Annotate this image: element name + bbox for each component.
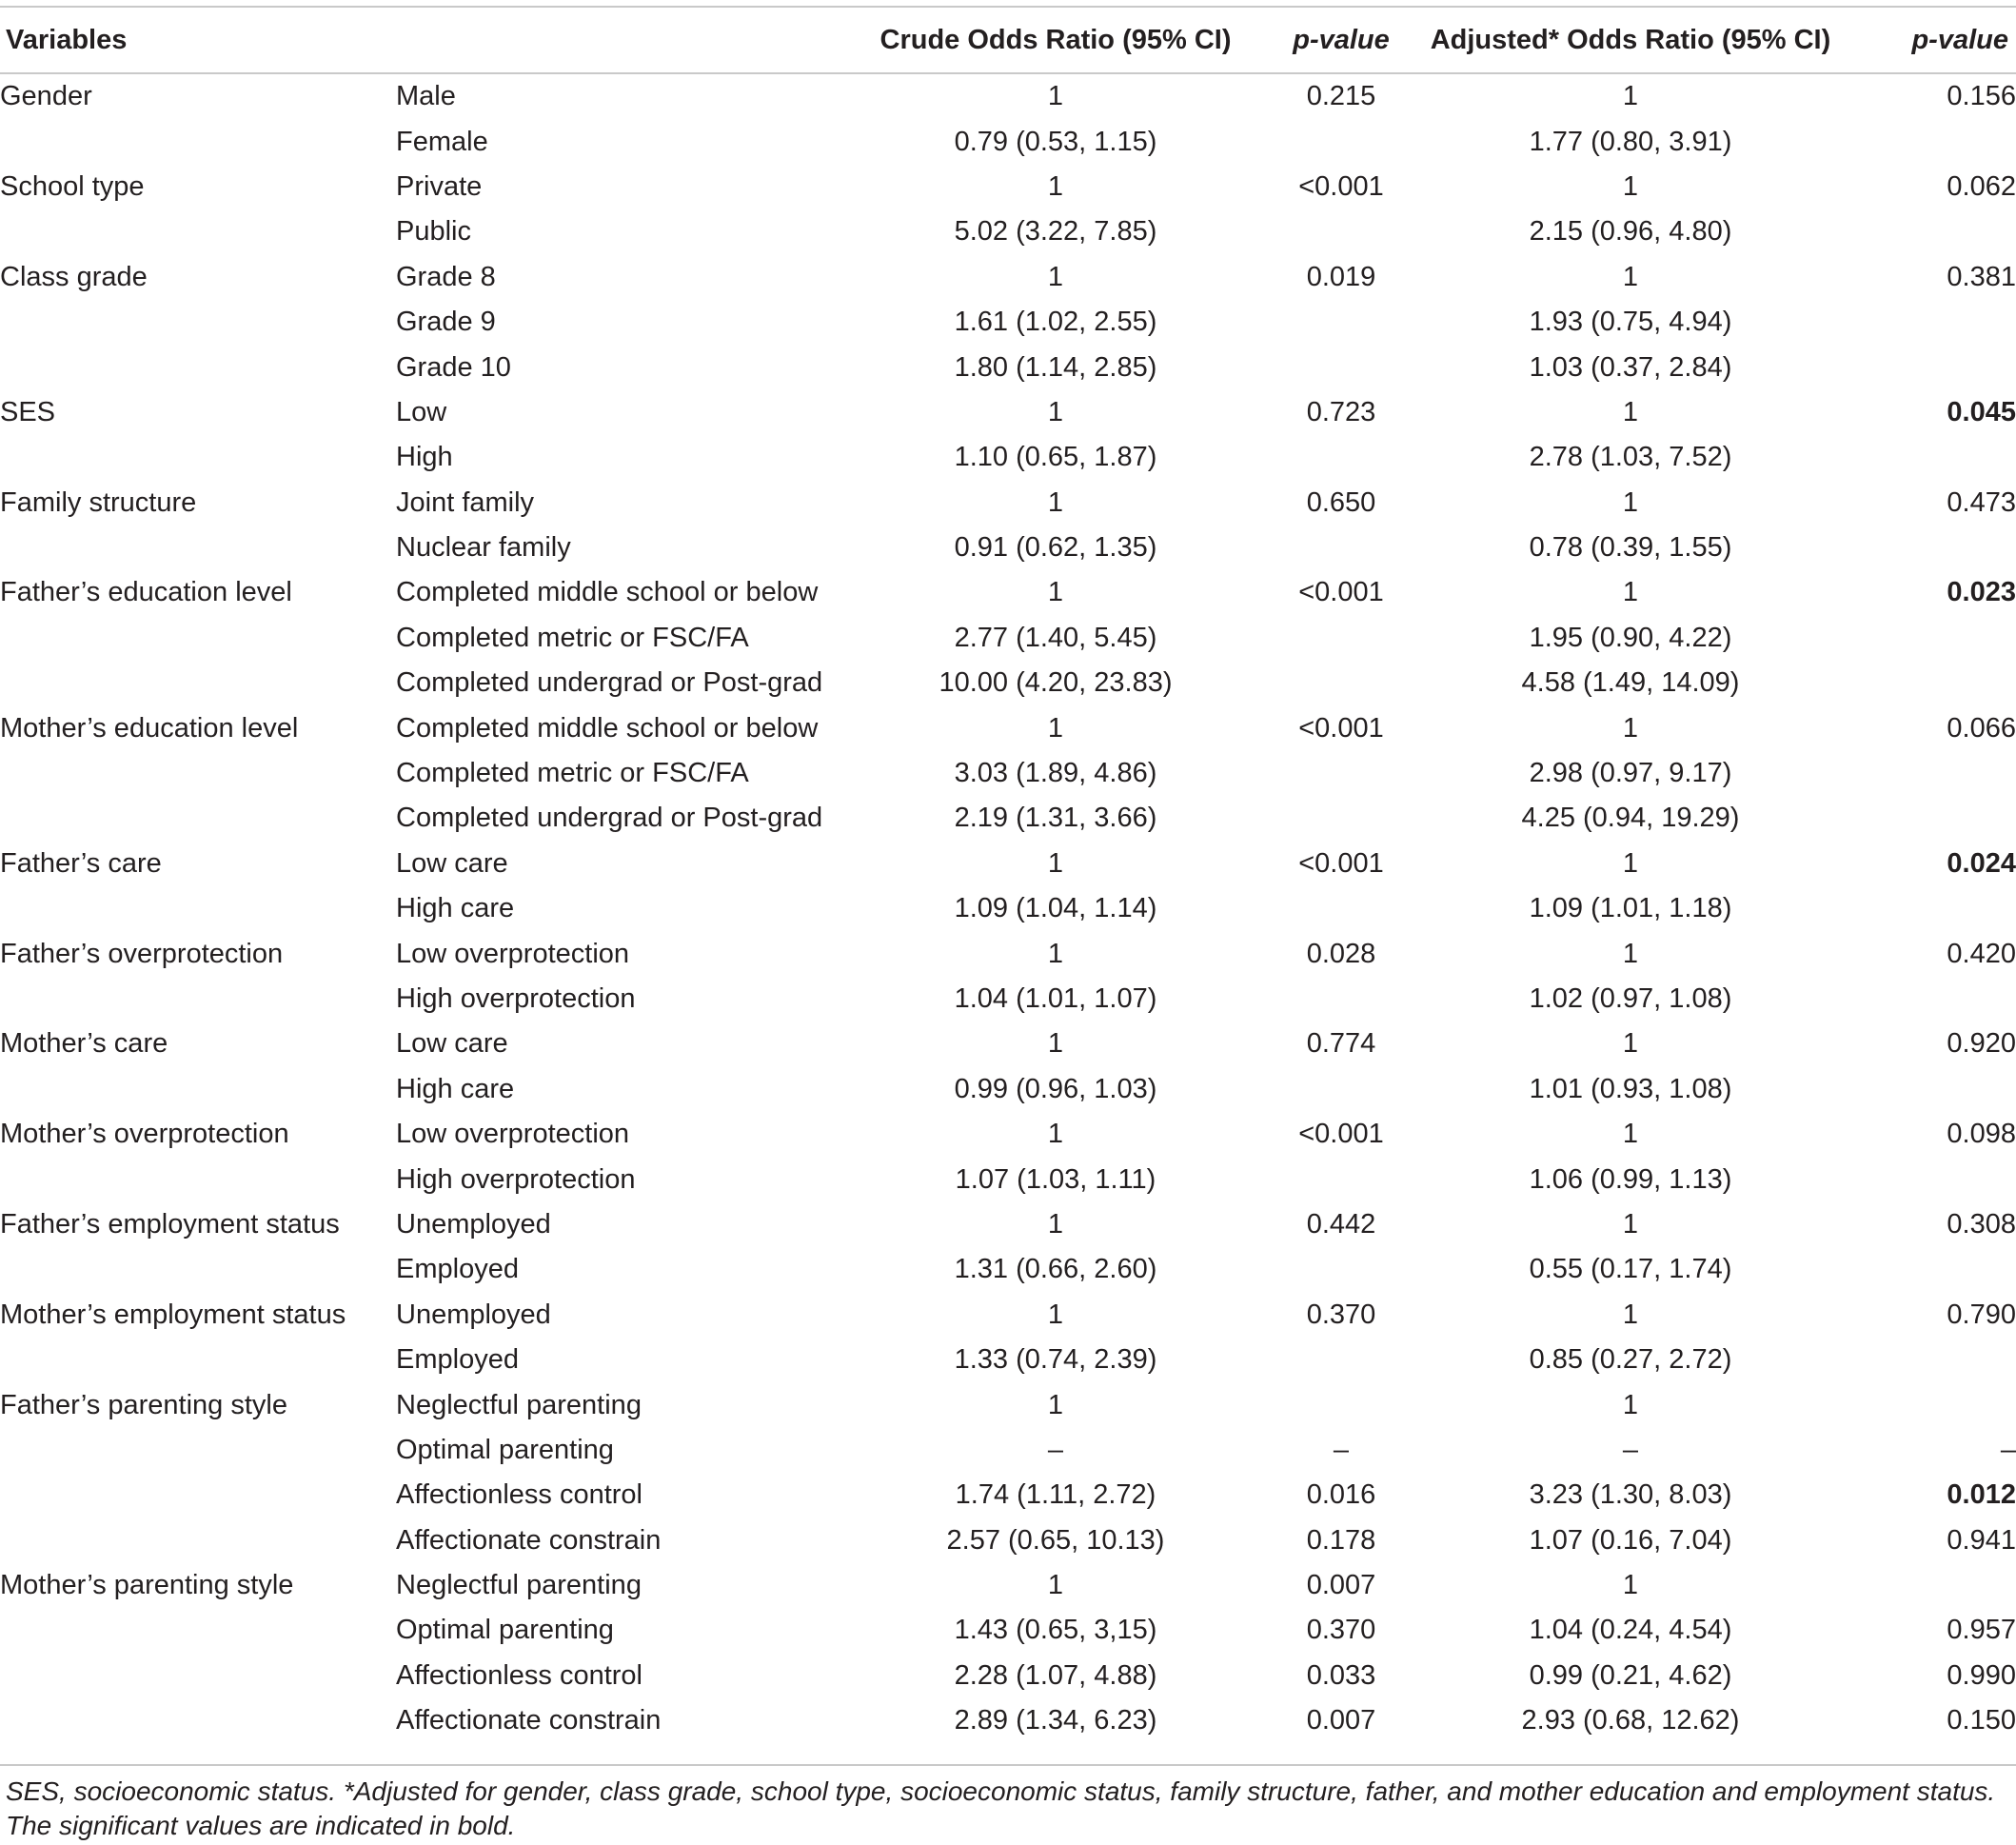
cell-category: Affectionless control bbox=[396, 1659, 642, 1691]
cell-adjusted-odds-ratio: 1.93 (0.75, 4.94) bbox=[1529, 307, 1732, 338]
table-row bbox=[0, 1157, 2016, 1201]
table-row bbox=[0, 1247, 2016, 1292]
cell-variable: Gender bbox=[0, 81, 92, 112]
table-row bbox=[0, 977, 2016, 1022]
cell-variable bbox=[0, 1654, 396, 1698]
cell-adjusted-p-value: 0.062 bbox=[1947, 170, 2016, 202]
cell-crude-p-value: <0.001 bbox=[1298, 1119, 1384, 1150]
cell-adjusted-odds-ratio: 0.99 (0.21, 4.62) bbox=[1529, 1659, 1732, 1691]
cell-crude-odds-ratio: 0.91 (0.62, 1.35) bbox=[954, 532, 1157, 564]
cell-category: Affectionate constrain bbox=[396, 1524, 662, 1556]
cell-variable bbox=[0, 1518, 396, 1563]
cell-adjusted-odds-ratio: 1 bbox=[1622, 486, 1639, 518]
cell-adjusted-p-value: 0.790 bbox=[1947, 1299, 2016, 1330]
cell-crude-p-value bbox=[1268, 616, 1414, 661]
cell-crude-p-value bbox=[1268, 209, 1414, 254]
header-category bbox=[396, 8, 843, 72]
cell-adjusted-p-value bbox=[1847, 345, 2016, 389]
cell-crude-p-value bbox=[1268, 977, 1414, 1022]
cell-crude-p-value: 0.016 bbox=[1306, 1479, 1376, 1511]
cell-crude-odds-ratio: 1.04 (1.01, 1.07) bbox=[954, 983, 1157, 1014]
cell-crude-p-value: – bbox=[1333, 1434, 1350, 1465]
cell-crude-p-value: 0.442 bbox=[1306, 1208, 1376, 1240]
cell-crude-odds-ratio: 1.10 (0.65, 1.87) bbox=[954, 442, 1157, 473]
cell-variable: Father’s overprotection bbox=[0, 938, 284, 969]
cell-crude-p-value: <0.001 bbox=[1298, 577, 1384, 608]
cell-category: Optimal parenting bbox=[396, 1434, 614, 1465]
table-row bbox=[0, 1428, 2016, 1473]
cell-category: Employed bbox=[396, 1344, 519, 1376]
cell-crude-odds-ratio: 1 bbox=[1047, 938, 1064, 969]
cell-adjusted-p-value: 0.420 bbox=[1947, 938, 2016, 969]
cell-adjusted-odds-ratio: 2.78 (1.03, 7.52) bbox=[1529, 442, 1732, 473]
cell-category: High care bbox=[396, 1073, 515, 1104]
cell-adjusted-odds-ratio: 1 bbox=[1622, 1570, 1639, 1601]
cell-category: Low care bbox=[396, 847, 508, 879]
cell-crude-p-value bbox=[1268, 1157, 1414, 1201]
cell-adjusted-odds-ratio: 1.03 (0.37, 2.84) bbox=[1529, 351, 1732, 383]
header-crude-p-value: p-value bbox=[1293, 24, 1390, 55]
cell-crude-p-value: <0.001 bbox=[1298, 712, 1384, 744]
cell-adjusted-odds-ratio: 1.04 (0.24, 4.54) bbox=[1529, 1615, 1732, 1646]
cell-variable bbox=[0, 1428, 396, 1473]
cell-crude-odds-ratio: 1 bbox=[1047, 396, 1064, 427]
cell-category: Female bbox=[396, 126, 488, 157]
cell-adjusted-p-value bbox=[1847, 616, 2016, 661]
cell-adjusted-odds-ratio: 1 bbox=[1622, 1208, 1639, 1240]
cell-category: Neglectful parenting bbox=[396, 1389, 642, 1420]
cell-variable: Class grade bbox=[0, 261, 148, 292]
cell-adjusted-p-value bbox=[1847, 1247, 2016, 1292]
cell-category: Grade 10 bbox=[396, 351, 511, 383]
table-row bbox=[0, 209, 2016, 254]
cell-adjusted-odds-ratio: 1 bbox=[1622, 938, 1639, 969]
cell-adjusted-p-value: 0.381 bbox=[1947, 261, 2016, 292]
cell-crude-odds-ratio: 1.31 (0.66, 2.60) bbox=[954, 1254, 1157, 1285]
cell-adjusted-odds-ratio: 1.09 (1.01, 1.18) bbox=[1529, 893, 1732, 924]
cell-crude-odds-ratio: 5.02 (3.22, 7.85) bbox=[954, 216, 1157, 248]
cell-adjusted-p-value: 0.023 bbox=[1947, 577, 2016, 608]
cell-category: Unemployed bbox=[396, 1208, 551, 1240]
cell-crude-odds-ratio: 2.57 (0.65, 10.13) bbox=[946, 1524, 1165, 1556]
table-row bbox=[0, 1382, 2016, 1427]
cell-crude-p-value: 0.370 bbox=[1306, 1615, 1376, 1646]
cell-crude-odds-ratio: 1 bbox=[1047, 1570, 1064, 1601]
cell-adjusted-odds-ratio: 1 bbox=[1622, 1299, 1639, 1330]
cell-crude-odds-ratio: 1 bbox=[1047, 486, 1064, 518]
cell-adjusted-odds-ratio: 1 bbox=[1622, 712, 1639, 744]
cell-adjusted-odds-ratio: 1 bbox=[1622, 847, 1639, 879]
cell-adjusted-p-value bbox=[1847, 435, 2016, 480]
cell-variable bbox=[0, 661, 396, 705]
cell-crude-p-value: 0.723 bbox=[1306, 396, 1376, 427]
cell-crude-p-value: 0.019 bbox=[1306, 261, 1376, 292]
cell-adjusted-odds-ratio: 1 bbox=[1622, 81, 1639, 112]
cell-crude-p-value bbox=[1268, 345, 1414, 389]
cell-variable bbox=[0, 1157, 396, 1201]
header-adjusted-p-value: p-value bbox=[1911, 24, 2008, 55]
cell-adjusted-p-value bbox=[1847, 1157, 2016, 1201]
cell-adjusted-p-value: 0.098 bbox=[1947, 1119, 2016, 1150]
odds-ratio-table bbox=[0, 8, 2016, 1743]
cell-adjusted-odds-ratio: – bbox=[1622, 1434, 1639, 1465]
cell-category: High overprotection bbox=[396, 1163, 636, 1195]
cell-adjusted-odds-ratio: 1.02 (0.97, 1.08) bbox=[1529, 983, 1732, 1014]
cell-adjusted-odds-ratio: 4.58 (1.49, 14.09) bbox=[1521, 667, 1740, 699]
table-row bbox=[0, 1698, 2016, 1743]
cell-crude-odds-ratio: 1 bbox=[1047, 577, 1064, 608]
cell-variable: School type bbox=[0, 170, 145, 202]
cell-crude-odds-ratio: 1.61 (1.02, 2.55) bbox=[954, 307, 1157, 338]
cell-crude-p-value bbox=[1268, 119, 1414, 164]
cell-crude-p-value: 0.028 bbox=[1306, 938, 1376, 969]
cell-variable bbox=[0, 209, 396, 254]
cell-category: Completed metric or FSC/FA bbox=[396, 758, 749, 789]
cell-variable: SES bbox=[0, 396, 56, 427]
cell-adjusted-odds-ratio: 1 bbox=[1622, 1028, 1639, 1060]
cell-variable bbox=[0, 796, 396, 841]
cell-adjusted-odds-ratio: 1 bbox=[1622, 577, 1639, 608]
cell-crude-p-value bbox=[1268, 751, 1414, 796]
table-row bbox=[0, 1518, 2016, 1563]
cell-adjusted-odds-ratio: 1.95 (0.90, 4.22) bbox=[1529, 622, 1732, 653]
cell-variable: Father’s parenting style bbox=[0, 1389, 287, 1420]
table-row bbox=[0, 300, 2016, 345]
table-row bbox=[0, 1608, 2016, 1653]
cell-crude-odds-ratio: 1.43 (0.65, 3,15) bbox=[954, 1615, 1157, 1646]
cell-adjusted-p-value bbox=[1847, 977, 2016, 1022]
cell-crude-p-value: 0.774 bbox=[1306, 1028, 1376, 1060]
cell-category: High bbox=[396, 442, 453, 473]
cell-adjusted-p-value: 0.150 bbox=[1947, 1705, 2016, 1736]
table-row bbox=[0, 661, 2016, 705]
table-row bbox=[0, 526, 2016, 570]
cell-category: Completed undergrad or Post-grad bbox=[396, 803, 823, 834]
cell-crude-odds-ratio: 10.00 (4.20, 23.83) bbox=[939, 667, 1173, 699]
cell-crude-p-value: 0.370 bbox=[1306, 1299, 1376, 1330]
cell-variable bbox=[0, 1247, 396, 1292]
cell-adjusted-p-value: 0.920 bbox=[1947, 1028, 2016, 1060]
table-row bbox=[0, 1473, 2016, 1518]
cell-variable: Family structure bbox=[0, 486, 197, 518]
table-body bbox=[0, 72, 2016, 1743]
cell-crude-p-value bbox=[1268, 1247, 1414, 1292]
cell-adjusted-p-value: 0.024 bbox=[1947, 847, 2016, 879]
cell-category: Grade 8 bbox=[396, 261, 496, 292]
cell-category: Affectionless control bbox=[396, 1479, 642, 1511]
cell-adjusted-p-value: 0.473 bbox=[1947, 486, 2016, 518]
table-row bbox=[0, 390, 2016, 435]
table-header-row bbox=[0, 8, 2016, 72]
cell-crude-p-value: <0.001 bbox=[1298, 847, 1384, 879]
cell-adjusted-odds-ratio: 2.98 (0.97, 9.17) bbox=[1529, 758, 1732, 789]
table-row bbox=[0, 1112, 2016, 1157]
cell-category: Private bbox=[396, 170, 483, 202]
cell-adjusted-odds-ratio: 1 bbox=[1622, 1389, 1639, 1420]
table-row bbox=[0, 616, 2016, 661]
cell-variable: Mother’s education level bbox=[0, 712, 299, 744]
cell-crude-p-value bbox=[1268, 1067, 1414, 1112]
table-row bbox=[0, 72, 2016, 119]
table-row bbox=[0, 886, 2016, 931]
cell-adjusted-p-value: 0.012 bbox=[1947, 1479, 2016, 1511]
cell-adjusted-p-value bbox=[1847, 751, 2016, 796]
cell-crude-p-value bbox=[1268, 435, 1414, 480]
cell-crude-odds-ratio: 1 bbox=[1047, 1028, 1064, 1060]
table-row bbox=[0, 1338, 2016, 1382]
cell-variable: Mother’s employment status bbox=[0, 1299, 346, 1330]
cell-crude-p-value: <0.001 bbox=[1298, 170, 1384, 202]
cell-crude-odds-ratio: 1.07 (1.03, 1.11) bbox=[955, 1163, 1156, 1195]
header-adjusted-odds-ratio: Adjusted* Odds Ratio (95% CI) bbox=[1430, 24, 1831, 55]
cell-adjusted-p-value bbox=[1847, 886, 2016, 931]
table-row bbox=[0, 119, 2016, 164]
cell-adjusted-p-value: – bbox=[2000, 1434, 2016, 1465]
cell-crude-p-value bbox=[1268, 661, 1414, 705]
cell-crude-odds-ratio: 1.80 (1.14, 2.85) bbox=[954, 351, 1157, 383]
cell-category: Completed undergrad or Post-grad bbox=[396, 667, 823, 699]
cell-variable bbox=[0, 1608, 396, 1653]
cell-adjusted-odds-ratio: 0.85 (0.27, 2.72) bbox=[1529, 1344, 1732, 1376]
cell-adjusted-p-value bbox=[1847, 526, 2016, 570]
table-row bbox=[0, 842, 2016, 886]
cell-category: Unemployed bbox=[396, 1299, 551, 1330]
cell-adjusted-odds-ratio: 3.23 (1.30, 8.03) bbox=[1529, 1479, 1732, 1511]
cell-adjusted-p-value: 0.957 bbox=[1947, 1615, 2016, 1646]
cell-category: Male bbox=[396, 81, 456, 112]
cell-crude-p-value bbox=[1268, 300, 1414, 345]
cell-adjusted-odds-ratio: 1 bbox=[1622, 170, 1639, 202]
cell-crude-odds-ratio: 0.79 (0.53, 1.15) bbox=[954, 126, 1157, 157]
table-row bbox=[0, 796, 2016, 841]
cell-adjusted-odds-ratio: 1.07 (0.16, 7.04) bbox=[1529, 1524, 1732, 1556]
cell-category: Affectionate constrain bbox=[396, 1705, 662, 1736]
cell-crude-odds-ratio: 2.89 (1.34, 6.23) bbox=[954, 1705, 1157, 1736]
cell-variable bbox=[0, 977, 396, 1022]
cell-category: Optimal parenting bbox=[396, 1615, 614, 1646]
cell-crude-p-value: 0.033 bbox=[1306, 1659, 1376, 1691]
cell-adjusted-p-value bbox=[1847, 1338, 2016, 1382]
cell-category: High care bbox=[396, 893, 515, 924]
footnote-line-1: SES, socioeconomic status. *Adjusted for gender, class grade, school type, socioeconomic status, family structure, father, and mother education and employment status. bbox=[6, 1776, 1996, 1806]
cell-category: Low overprotection bbox=[396, 1119, 630, 1150]
cell-variable: Father’s education level bbox=[0, 577, 292, 608]
cell-crude-p-value: 0.007 bbox=[1306, 1570, 1376, 1601]
cell-adjusted-odds-ratio: 1.77 (0.80, 3.91) bbox=[1529, 126, 1732, 157]
cell-category: Completed middle school or below bbox=[396, 577, 819, 608]
cell-category: Public bbox=[396, 216, 471, 248]
cell-crude-p-value bbox=[1268, 886, 1414, 931]
table-row bbox=[0, 345, 2016, 389]
cell-crude-p-value bbox=[1268, 1382, 1414, 1427]
cell-crude-odds-ratio: 1.74 (1.11, 2.72) bbox=[955, 1479, 1156, 1511]
cell-variable bbox=[0, 526, 396, 570]
cell-crude-odds-ratio: – bbox=[1047, 1434, 1064, 1465]
cell-variable bbox=[0, 1067, 396, 1112]
cell-category: Grade 9 bbox=[396, 307, 496, 338]
cell-crude-odds-ratio: 1 bbox=[1047, 1208, 1064, 1240]
cell-adjusted-p-value bbox=[1847, 119, 2016, 164]
table-bottom-rule bbox=[0, 1764, 2016, 1766]
cell-category: Low care bbox=[396, 1028, 508, 1060]
table-row bbox=[0, 255, 2016, 300]
table-row bbox=[0, 570, 2016, 615]
cell-variable bbox=[0, 119, 396, 164]
footnote-line-2: The significant values are indicated in bold. bbox=[6, 1811, 516, 1840]
cell-crude-odds-ratio: 2.28 (1.07, 4.88) bbox=[954, 1659, 1157, 1691]
table-row bbox=[0, 435, 2016, 480]
cell-category: Nuclear family bbox=[396, 532, 571, 564]
cell-crude-p-value bbox=[1268, 1338, 1414, 1382]
cell-crude-odds-ratio: 1 bbox=[1047, 1299, 1064, 1330]
table-row bbox=[0, 1067, 2016, 1112]
cell-adjusted-odds-ratio: 1 bbox=[1622, 1119, 1639, 1150]
cell-adjusted-p-value bbox=[1847, 661, 2016, 705]
cell-variable: Mother’s overprotection bbox=[0, 1119, 289, 1150]
table-row bbox=[0, 705, 2016, 750]
cell-crude-odds-ratio: 0.99 (0.96, 1.03) bbox=[954, 1073, 1157, 1104]
cell-adjusted-odds-ratio: 4.25 (0.94, 19.29) bbox=[1521, 803, 1740, 834]
cell-variable: Mother’s parenting style bbox=[0, 1570, 294, 1601]
cell-crude-odds-ratio: 2.19 (1.31, 3.66) bbox=[954, 803, 1157, 834]
cell-category: Completed metric or FSC/FA bbox=[396, 622, 749, 653]
cell-crude-odds-ratio: 1 bbox=[1047, 847, 1064, 879]
cell-crude-odds-ratio: 1 bbox=[1047, 1119, 1064, 1150]
cell-variable bbox=[0, 345, 396, 389]
cell-adjusted-p-value: 0.045 bbox=[1947, 396, 2016, 427]
cell-variable: Mother’s care bbox=[0, 1028, 168, 1060]
cell-crude-p-value bbox=[1268, 796, 1414, 841]
table-row bbox=[0, 1022, 2016, 1066]
cell-adjusted-p-value bbox=[1847, 300, 2016, 345]
cell-variable bbox=[0, 1338, 396, 1382]
cell-adjusted-p-value: 0.308 bbox=[1947, 1208, 2016, 1240]
cell-adjusted-odds-ratio: 2.15 (0.96, 4.80) bbox=[1529, 216, 1732, 248]
table-row bbox=[0, 165, 2016, 209]
table-row bbox=[0, 931, 2016, 976]
cell-crude-odds-ratio: 1 bbox=[1047, 712, 1064, 744]
cell-adjusted-p-value: 0.990 bbox=[1947, 1659, 2016, 1691]
cell-crude-p-value: 0.007 bbox=[1306, 1705, 1376, 1736]
cell-adjusted-p-value bbox=[1847, 209, 2016, 254]
cell-category: Low bbox=[396, 396, 447, 427]
cell-adjusted-p-value bbox=[1847, 796, 2016, 841]
cell-variable bbox=[0, 886, 396, 931]
cell-category: High overprotection bbox=[396, 983, 636, 1014]
header-variables: Variables bbox=[6, 24, 128, 55]
table-row bbox=[0, 481, 2016, 526]
cell-crude-p-value: 0.650 bbox=[1306, 486, 1376, 518]
cell-adjusted-p-value: 0.156 bbox=[1947, 81, 2016, 112]
cell-variable bbox=[0, 1698, 396, 1743]
cell-variable bbox=[0, 751, 396, 796]
table-row bbox=[0, 1293, 2016, 1338]
cell-category: Joint family bbox=[396, 486, 535, 518]
cell-crude-odds-ratio: 1 bbox=[1047, 261, 1064, 292]
cell-variable: Father’s employment status bbox=[0, 1208, 340, 1240]
cell-crude-odds-ratio: 1 bbox=[1047, 1389, 1064, 1420]
cell-adjusted-p-value bbox=[1847, 1382, 2016, 1427]
cell-variable bbox=[0, 616, 396, 661]
cell-adjusted-odds-ratio: 1 bbox=[1622, 396, 1639, 427]
cell-crude-odds-ratio: 3.03 (1.89, 4.86) bbox=[954, 758, 1157, 789]
cell-adjusted-odds-ratio: 1 bbox=[1622, 261, 1639, 292]
cell-crude-p-value: 0.215 bbox=[1306, 81, 1376, 112]
cell-category: Neglectful parenting bbox=[396, 1570, 642, 1601]
cell-adjusted-odds-ratio: 0.78 (0.39, 1.55) bbox=[1529, 532, 1732, 564]
cell-category: Low overprotection bbox=[396, 938, 630, 969]
cell-variable bbox=[0, 435, 396, 480]
cell-adjusted-p-value: 0.941 bbox=[1947, 1524, 2016, 1556]
cell-crude-p-value: 0.178 bbox=[1306, 1524, 1376, 1556]
header-crude-odds-ratio: Crude Odds Ratio (95% CI) bbox=[880, 24, 1232, 55]
table-row bbox=[0, 1563, 2016, 1608]
cell-adjusted-odds-ratio: 2.93 (0.68, 12.62) bbox=[1521, 1705, 1740, 1736]
cell-adjusted-p-value bbox=[1847, 1563, 2016, 1608]
cell-crude-p-value bbox=[1268, 526, 1414, 570]
cell-adjusted-p-value: 0.066 bbox=[1947, 712, 2016, 744]
cell-crude-odds-ratio: 1 bbox=[1047, 81, 1064, 112]
cell-adjusted-p-value bbox=[1847, 1067, 2016, 1112]
cell-variable: Father’s care bbox=[0, 847, 162, 879]
cell-variable bbox=[0, 300, 396, 345]
cell-crude-odds-ratio: 1 bbox=[1047, 170, 1064, 202]
cell-category: Employed bbox=[396, 1254, 519, 1285]
cell-crude-odds-ratio: 2.77 (1.40, 5.45) bbox=[954, 622, 1157, 653]
table-row bbox=[0, 1202, 2016, 1247]
cell-crude-odds-ratio: 1.33 (0.74, 2.39) bbox=[954, 1344, 1157, 1376]
cell-category: Completed middle school or below bbox=[396, 712, 819, 744]
cell-adjusted-odds-ratio: 0.55 (0.17, 1.74) bbox=[1529, 1254, 1732, 1285]
cell-adjusted-odds-ratio: 1.06 (0.99, 1.13) bbox=[1529, 1163, 1732, 1195]
cell-crude-odds-ratio: 1.09 (1.04, 1.14) bbox=[954, 893, 1157, 924]
cell-variable bbox=[0, 1473, 396, 1518]
table-row bbox=[0, 1654, 2016, 1698]
table-footnote bbox=[6, 1775, 2010, 1843]
table-row bbox=[0, 751, 2016, 796]
cell-adjusted-odds-ratio: 1.01 (0.93, 1.08) bbox=[1529, 1073, 1732, 1104]
